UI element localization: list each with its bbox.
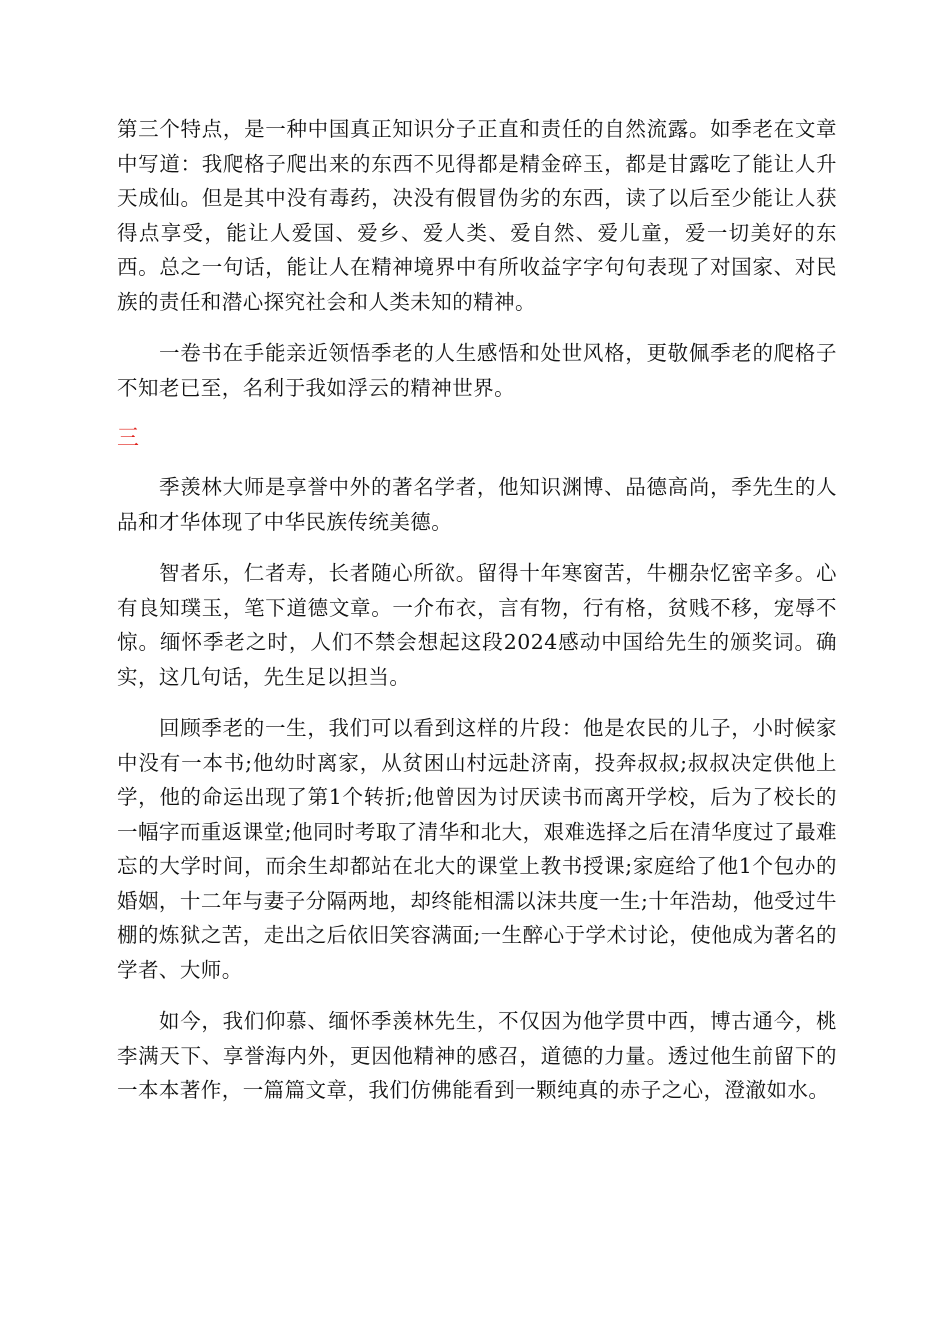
paragraph-admiration: 如今，我们仰慕、缅怀季羡林先生，不仅因为他学贯中西，博古通今，桃李满天下、享誉海内外，更因他精神的感召，道德的力量。透过他生前留下的一本本著作，一篇篇文章，我们仿佛能看到一颗纯真的赤子之心，澄澈如水。 (117, 1009, 837, 1102)
paragraph-master-intro: 季羡林大师是享誉中外的著名学者，他知识渊博、品德高尚，季先生的人品和才华体现了中华民族传统美德。 (117, 475, 837, 534)
document-page (117, 112, 837, 1125)
paragraph-reading-reflection: 一卷书在手能亲近领悟季老的人生感悟和处世风格，更敬佩季老的爬格子不知老已至，名利于我如浮云的精神世界。 (117, 341, 837, 400)
paragraph-award-citation: 智者乐，仁者寿，长者随心所欲。留得十年寒窗苦，牛棚杂忆密辛多。心有良知璞玉，笔下道德文章。一介布衣，言有物，行有格，贫贱不移，宠辱不惊。缅怀季老之时，人们不禁会想起这段2024感动中国给先生的颁奖词。确实，这几句话，先生足以担当。 (117, 561, 837, 689)
paragraph-third-feature: 第三个特点，是一种中国真正知识分子正直和责任的自然流露。如季老在文章中写道：我爬格子爬出来的东西不见得都是精金碎玉，都是甘露吃了能让人升天成仙。但是其中没有毒药，决没有假冒伪劣的东西，读了以后至少能让人获得点享受，能让人爱国、爱乡、爱人类、爱自然、爱儿童，爱一切美好的东西。总之一句话，能让人在精神境界中有所收益字字句句表现了对国家、对民族的责任和潜心探究社会和人类未知的精神。 (117, 117, 837, 314)
paragraph-life-review: 回顾季老的一生，我们可以看到这样的片段：他是农民的儿子，小时候家中没有一本书;他幼时离家，从贫困山村远赴济南，投奔叔叔;叔叔决定供他上学，他的命运出现了第1个转折;他曾因为讨厌读书而离开学校，后为了校长的一幅字而重返课堂;他同时考取了清华和北大，艰难选择之后在清华度过了最难忘的大学时间，而余生却都站在北大的课堂上教书授课;家庭给了他1个包办的婚姻，十二年与妻子分隔两地，却终能相濡以沫共度一生;十年浩劫，他受过牛棚的炼狱之苦，走出之后依旧笑容满面;一生醉心于学术讨论，使他成为著名的学者、大师。 (117, 716, 837, 982)
section-marker-three: 三 (117, 426, 140, 451)
